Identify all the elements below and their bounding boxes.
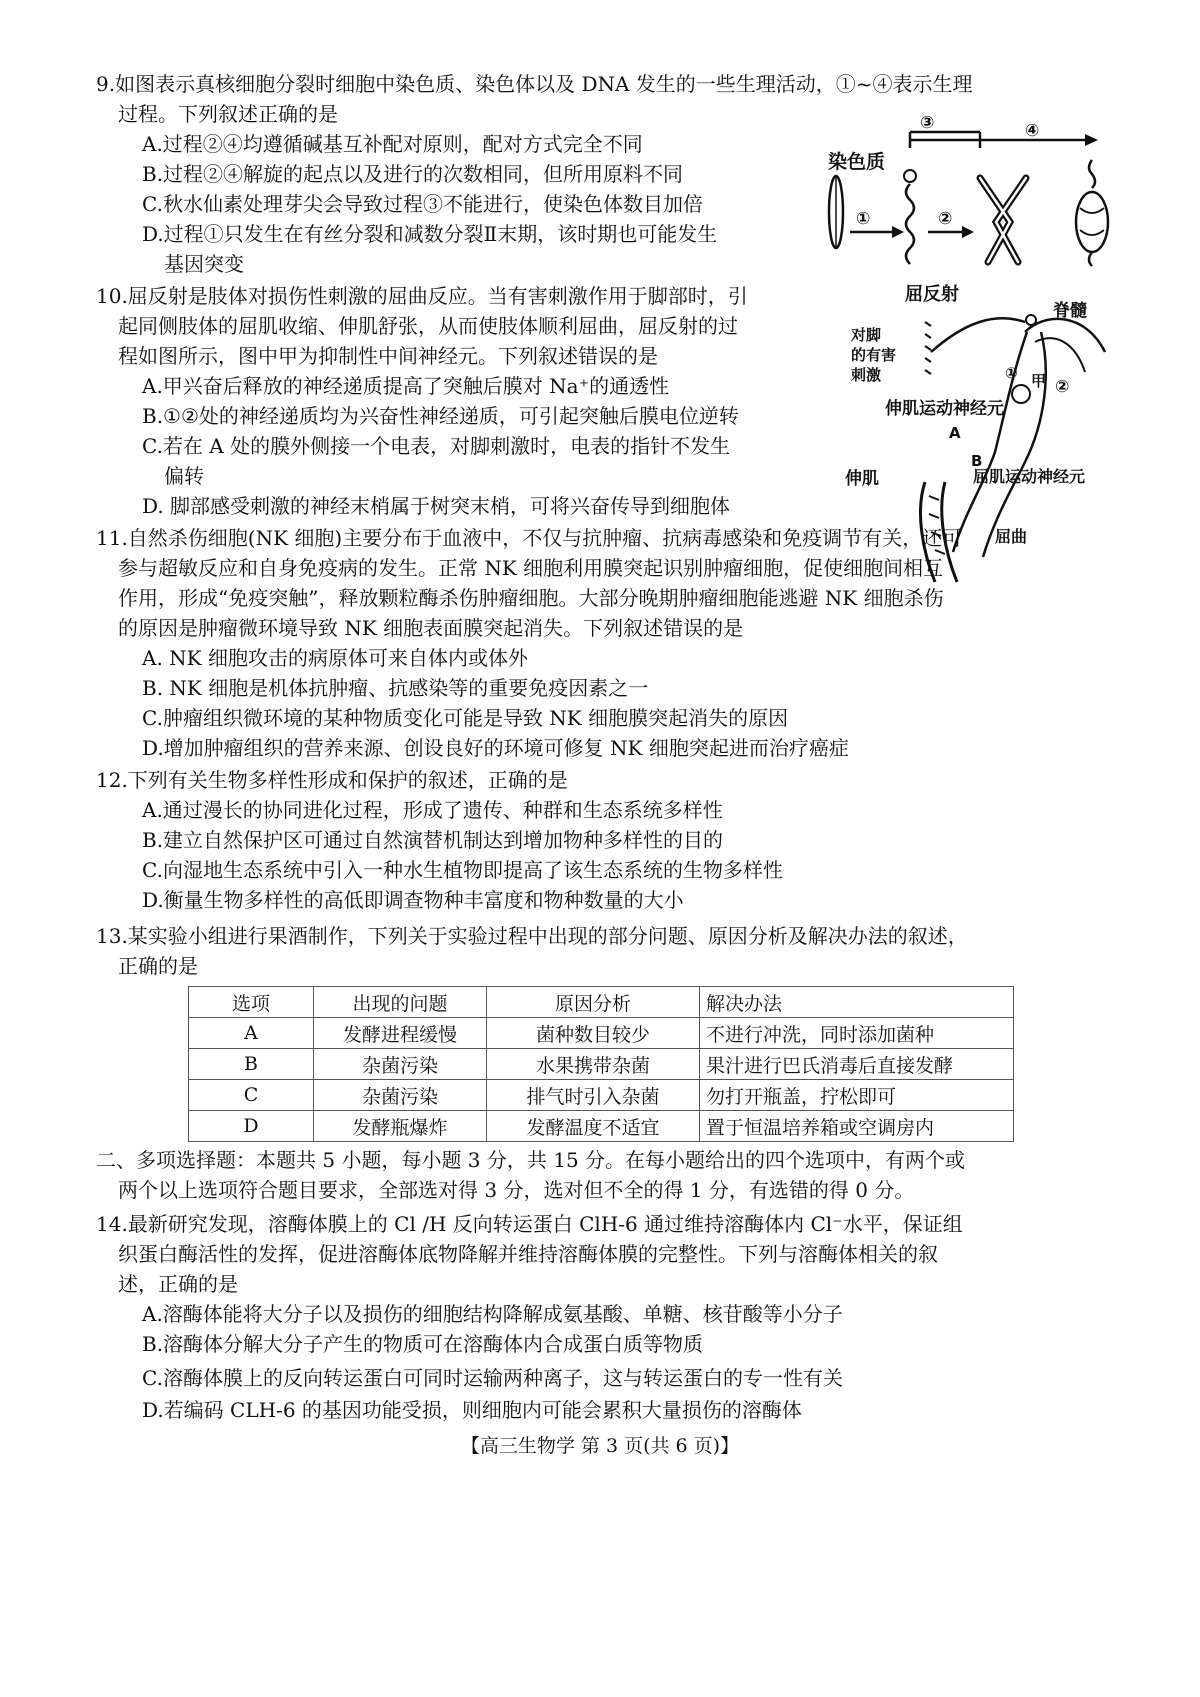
table-cell: 水果携带杂菌 (487, 1049, 700, 1080)
table-header: 解决办法 (700, 987, 1014, 1018)
fig10-jia: 甲 (1031, 372, 1047, 390)
q14-option-b: B.溶酶体分解大分子产生的物质可在溶酶体内合成蛋白质等物质 (142, 1332, 704, 1356)
q14-stem-line3: 述，正确的是 (118, 1272, 238, 1296)
table-cell: B (189, 1049, 314, 1080)
table-header: 原因分析 (487, 987, 700, 1018)
q9-option-a: A.过程②④均遵循碱基互补配对原则，配对方式完全不同 (142, 132, 643, 156)
q9-stem-line2: 过程。下列叙述正确的是 (118, 102, 338, 126)
q10-stem-line1: 10.屈反射是肢体对损伤性刺激的屈曲反应。当有害刺激作用于脚部时，引 (96, 284, 748, 308)
fig10-stim-3: 刺激 (851, 366, 882, 384)
q11-stem-line1: 11.自然杀伤细胞(NK 细胞)主要分布于血液中，不仅与抗肿瘤、抗病毒感染和免疫调节有关，还可 (96, 526, 963, 550)
q14-option-a: A.溶酶体能将大分子以及损伤的细胞结构降解成氨基酸、单糖、核苷酸等小分子 (142, 1302, 843, 1326)
q9-stem-line1: 9.如图表示真核细胞分裂时细胞中染色质、染色体以及 DNA 发生的一些生理活动，①~④表示生理 (96, 72, 973, 96)
page-footer: 【高三生物学 第 3 页(共 6 页)】 (460, 1435, 740, 1457)
table-cell: C (189, 1080, 314, 1111)
fig10-flexor-neuron: 屈肌运动神经元 (973, 467, 1086, 486)
q10-option-d: D. 脚部感受刺激的神经末梢属于树突末梢，可将兴奋传导到细胞体 (142, 494, 731, 518)
fig10-flexor: 屈曲 (995, 527, 1028, 546)
table-cell: 杂菌污染 (314, 1049, 487, 1080)
fig10-extensor-neuron: 伸肌运动神经元 (885, 399, 1004, 419)
q12-option-a: A.通过漫长的协同进化过程，形成了遗传、种群和生态系统多样性 (142, 798, 723, 822)
q10-stem-line2: 起同侧肢体的屈肌收缩、伸肌舒张，从而使肢体顺利屈曲，屈反射的过 (118, 314, 738, 338)
table-header: 出现的问题 (314, 987, 487, 1018)
fig10-a: A (949, 424, 961, 442)
fig9-process-2: ② (938, 209, 953, 229)
q11-stem-line4: 的原因是肿瘤微环境导致 NK 细胞表面膜突起消失。下列叙述错误的是 (118, 616, 744, 640)
fig10-extensor: 伸肌 (845, 469, 879, 489)
fig9-process-3: ③ (920, 113, 935, 133)
q10-option-c: C.若在 A 处的膜外侧接一个电表，对脚刺激时，电表的指针不发生 (142, 434, 731, 458)
section2-heading-line1: 二、多项选择题：本题共 5 小题，每小题 3 分，共 15 分。在每小题给出的四个选项中，有两个或 (96, 1148, 966, 1172)
table-header: 选项 (189, 987, 314, 1018)
q9-option-c: C.秋水仙素处理芽尖会导致过程③不能进行，使染色体数目加倍 (142, 192, 703, 216)
fig10-p2: ② (1055, 377, 1070, 397)
q12-option-d: D.衡量生物多样性的高低即调查物种丰富度和物种数量的大小 (142, 888, 684, 912)
q14-stem-line2: 织蛋白酶活性的发挥，促进溶酶体底物降解并维持溶酶体膜的完整性。下列与溶酶体相关的叙 (118, 1242, 938, 1266)
q14-stem-line1: 14.最新研究发现，溶酶体膜上的 Cl /H 反向转运蛋白 ClH-6 通过维持溶酶体内 Cl⁻水平，保证组 (96, 1212, 963, 1236)
table-cell: 果汁进行巴氏消毒后直接发酵 (700, 1049, 1014, 1080)
chromosome-figure (820, 112, 1120, 282)
table-row (189, 1049, 1014, 1080)
table-cell: 发酵进程缓慢 (314, 1018, 487, 1049)
fig10-title: 屈反射 (905, 284, 959, 305)
table-cell: 置于恒温培养箱或空调房内 (700, 1111, 1014, 1142)
fermentation-table (188, 986, 1014, 1142)
fig10-stim-2: 的有害 (851, 346, 897, 364)
q9-option-b: B.过程②④解旋的起点以及进行的次数相同，但所用原料不同 (142, 162, 684, 186)
fig9-chromatin-label: 染色质 (828, 151, 886, 173)
fig9-process-1: ① (856, 209, 871, 229)
q11-option-a: A. NK 细胞攻击的病原体可来自体内或体外 (142, 646, 528, 670)
q12-stem: 12.下列有关生物多样性形成和保护的叙述，正确的是 (96, 768, 568, 792)
table-cell: D (189, 1111, 314, 1142)
fig10-p1: ① (1005, 364, 1018, 382)
section2-heading-line2: 两个以上选项符合题目要求，全部选对得 3 分，选对但不全的得 1 分，有选错的得 0 分。 (118, 1178, 915, 1202)
q9-option-d-cont: 基因突变 (164, 252, 244, 276)
table-row (189, 1018, 1014, 1049)
table-header-row (189, 987, 1014, 1018)
fig10-b: B (971, 452, 983, 470)
q14-option-c: C.溶酶体膜上的反向转运蛋白可同时运输两种离子，这与转运蛋白的专一性有关 (142, 1366, 843, 1390)
fig10-spinal-label: 脊髓 (1053, 301, 1087, 321)
q13-stem-line1: 13.某实验小组进行果酒制作，下列关于实验过程中出现的部分问题、原因分析及解决办法的叙述， (96, 924, 968, 948)
table-cell: 发酵瓶爆炸 (314, 1111, 487, 1142)
table-cell: 排气时引入杂菌 (487, 1080, 700, 1111)
table-cell: A (189, 1018, 314, 1049)
q12-option-c: C.向湿地生态系统中引入一种水生植物即提高了该生态系统的生物多样性 (142, 858, 783, 882)
q10-option-a: A.甲兴奋后释放的神经递质提高了突触后膜对 Na⁺的通透性 (142, 374, 670, 398)
table-cell: 勿打开瓶盖，拧松即可 (700, 1080, 1014, 1111)
table-row (189, 1111, 1014, 1142)
q10-option-c-cont: 偏转 (164, 464, 204, 488)
q14-option-d: D.若编码 CLH-6 的基因功能受损，则细胞内可能会累积大量损伤的溶酶体 (142, 1398, 802, 1422)
q10-option-b: B.①②处的神经递质均为兴奋性神经递质，可引起突触后膜电位逆转 (142, 404, 739, 428)
q10-stem-line3: 程如图所示，图中甲为抑制性中间神经元。下列叙述错误的是 (118, 344, 658, 368)
table-row (189, 1080, 1014, 1111)
q11-option-b: B. NK 细胞是机体抗肿瘤、抗感染等的重要免疫因素之一 (142, 676, 649, 700)
q11-stem-line2: 参与超敏反应和自身免疫病的发生。正常 NK 细胞利用膜突起识别肿瘤细胞，促使细胞间相互 (118, 556, 944, 580)
q12-option-b: B.建立自然保护区可通过自然演替机制达到增加物种多样性的目的 (142, 828, 724, 852)
q11-option-c: C.肿瘤组织微环境的某种物质变化可能是导致 NK 细胞膜突起消失的原因 (142, 706, 789, 730)
q9-option-d: D.过程①只发生在有丝分裂和减数分裂Ⅱ末期，该时期也可能发生 (142, 222, 718, 246)
fig10-stim-1: 对脚 (851, 326, 882, 344)
table-cell: 不进行冲洗，同时添加菌种 (700, 1018, 1014, 1049)
table-cell: 菌种数目较少 (487, 1018, 700, 1049)
q13-stem-line2: 正确的是 (118, 954, 198, 978)
q11-stem-line3: 作用，形成“免疫突触”，释放颗粒酶杀伤肿瘤细胞。大部分晚期肿瘤细胞能逃避 NK 细胞杀伤 (118, 586, 944, 610)
q11-option-d: D.增加肿瘤组织的营养来源、创设良好的环境可修复 NK 细胞突起进而治疗癌症 (142, 736, 849, 760)
table-cell: 发酵温度不适宜 (487, 1111, 700, 1142)
table-cell: 杂菌污染 (314, 1080, 487, 1111)
fig9-process-4: ④ (1025, 121, 1040, 141)
